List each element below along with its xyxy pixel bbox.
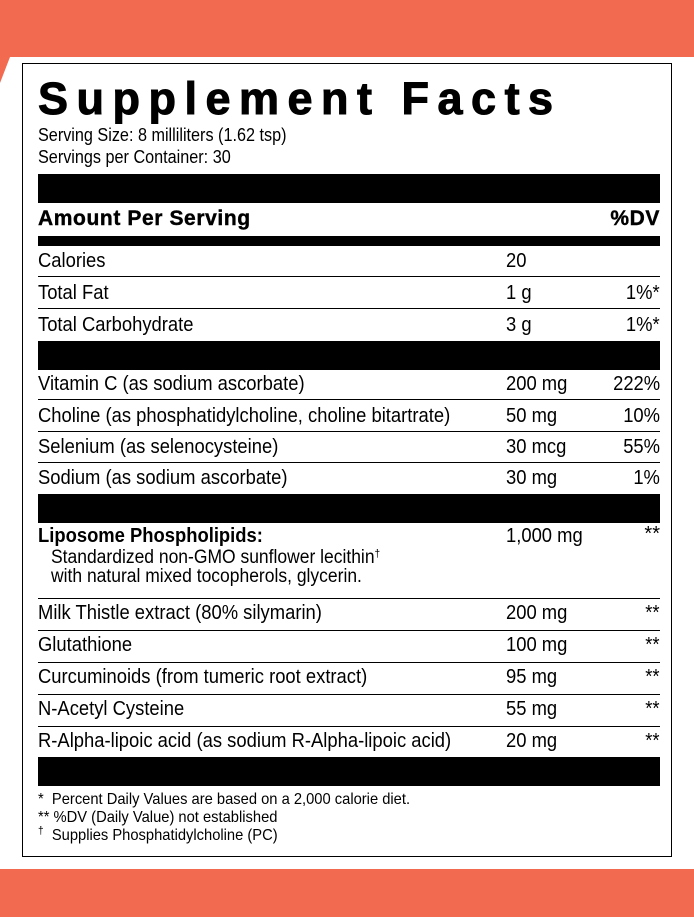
dv-heading: %DV xyxy=(610,207,660,230)
nutrient-dv: 222% xyxy=(612,373,660,395)
ingredient-amount: 20 mg xyxy=(506,730,558,752)
row-divider xyxy=(38,308,660,309)
panel-title: Supplement Facts xyxy=(38,73,562,124)
row-divider xyxy=(38,630,660,631)
thick-divider xyxy=(38,757,660,786)
liposome-dv: ** xyxy=(644,523,660,545)
ingredient-dv: ** xyxy=(645,602,660,624)
nutrient-row xyxy=(38,405,660,427)
nutrient-amount: 1 g xyxy=(506,282,532,304)
nutrient-amount: 20 xyxy=(506,250,527,272)
nutrient-row xyxy=(38,282,660,304)
nutrient-row xyxy=(38,436,660,458)
nutrient-dv: 1%* xyxy=(626,314,660,336)
ingredient-name: N-Acetyl Cysteine xyxy=(38,698,185,720)
nutrient-amount: 30 mcg xyxy=(506,436,567,458)
nutrient-row xyxy=(38,373,660,395)
ingredient-name: Milk Thistle extract (80% silymarin) xyxy=(38,602,322,624)
top-accent-corner xyxy=(0,57,10,83)
thick-divider xyxy=(38,174,660,203)
ingredient-amount: 95 mg xyxy=(506,666,558,688)
nutrient-name: Calories xyxy=(38,250,106,272)
footnote-dv-not-established: ** %DV (Daily Value) not established xyxy=(38,809,278,826)
nutrient-amount: 200 mg xyxy=(506,373,568,395)
header-divider xyxy=(38,236,660,246)
nutrient-dv: 10% xyxy=(623,405,660,427)
nutrient-row xyxy=(38,467,660,489)
ingredient-amount: 55 mg xyxy=(506,698,558,720)
ingredient-row xyxy=(38,602,660,624)
ingredient-name: R-Alpha-lipoic acid (as sodium R-Alpha-lipoic acid) xyxy=(38,730,452,752)
liposome-amount: 1,000 mg xyxy=(506,525,583,547)
supplement-facts-panel xyxy=(22,63,672,857)
row-divider xyxy=(38,431,660,432)
dagger-mark: † xyxy=(374,548,381,560)
liposome-detail-text: Standardized non-GMO sunflower lecithin xyxy=(51,547,375,568)
nutrient-amount: 3 g xyxy=(506,314,532,336)
ingredient-dv: ** xyxy=(645,730,660,752)
liposome-heading: Liposome Phospholipids: xyxy=(38,525,263,547)
ingredient-row xyxy=(38,730,660,752)
ingredient-dv: ** xyxy=(645,666,660,688)
row-divider xyxy=(38,399,660,400)
nutrient-name: Sodium (as sodium ascorbate) xyxy=(38,467,288,489)
thick-divider xyxy=(38,494,660,523)
nutrient-name: Selenium (as selenocysteine) xyxy=(38,436,279,458)
row-divider xyxy=(38,726,660,727)
nutrient-name: Vitamin C (as sodium ascorbate) xyxy=(38,373,305,395)
nutrient-name: Total Carbohydrate xyxy=(38,314,194,336)
footnote-dagger-text: Supplies Phosphatidylcholine (PC) xyxy=(51,827,278,844)
ingredient-name: Glutathione xyxy=(38,634,133,656)
servings-per-container: Servings per Container: 30 xyxy=(38,147,231,167)
liposome-detail-line-2: with natural mixed tocopherols, glycerin. xyxy=(51,566,362,587)
row-divider xyxy=(38,462,660,463)
liposome-detail-line-1 xyxy=(51,548,380,567)
ingredient-amount: 100 mg xyxy=(506,634,568,656)
nutrient-name: Total Fat xyxy=(38,282,109,304)
nutrient-dv: 55% xyxy=(623,436,660,458)
thick-divider xyxy=(38,341,660,370)
row-divider xyxy=(38,598,660,599)
serving-size: Serving Size: 8 milliliters (1.62 tsp) xyxy=(38,125,287,145)
amount-per-serving-heading: Amount Per Serving xyxy=(38,207,251,230)
nutrient-row xyxy=(38,250,660,272)
ingredient-name: Curcuminoids (from tumeric root extract) xyxy=(38,666,368,688)
ingredient-amount: 200 mg xyxy=(506,602,568,624)
footnote-dagger xyxy=(38,827,278,845)
dagger-mark: † xyxy=(38,825,44,837)
footnote-percent-dv xyxy=(38,791,410,809)
footnote-percent-dv-text: Percent Daily Values are based on a 2,000 calorie diet. xyxy=(51,791,411,808)
row-divider xyxy=(38,276,660,277)
top-accent-band xyxy=(0,0,694,57)
bottom-accent-band xyxy=(0,869,694,917)
asterisk-mark: * xyxy=(38,791,44,808)
nutrient-amount: 50 mg xyxy=(506,405,558,427)
ingredient-row xyxy=(38,698,660,720)
nutrient-amount: 30 mg xyxy=(506,467,558,489)
nutrient-row xyxy=(38,314,660,336)
nutrient-dv: 1% xyxy=(633,467,660,489)
row-divider xyxy=(38,694,660,695)
nutrient-dv: 1%* xyxy=(626,282,660,304)
ingredient-row xyxy=(38,634,660,656)
ingredient-dv: ** xyxy=(645,634,660,656)
row-divider xyxy=(38,662,660,663)
ingredient-row xyxy=(38,666,660,688)
nutrient-name: Choline (as phosphatidylcholine, choline bitartrate) xyxy=(38,405,451,427)
ingredient-dv: ** xyxy=(645,698,660,720)
